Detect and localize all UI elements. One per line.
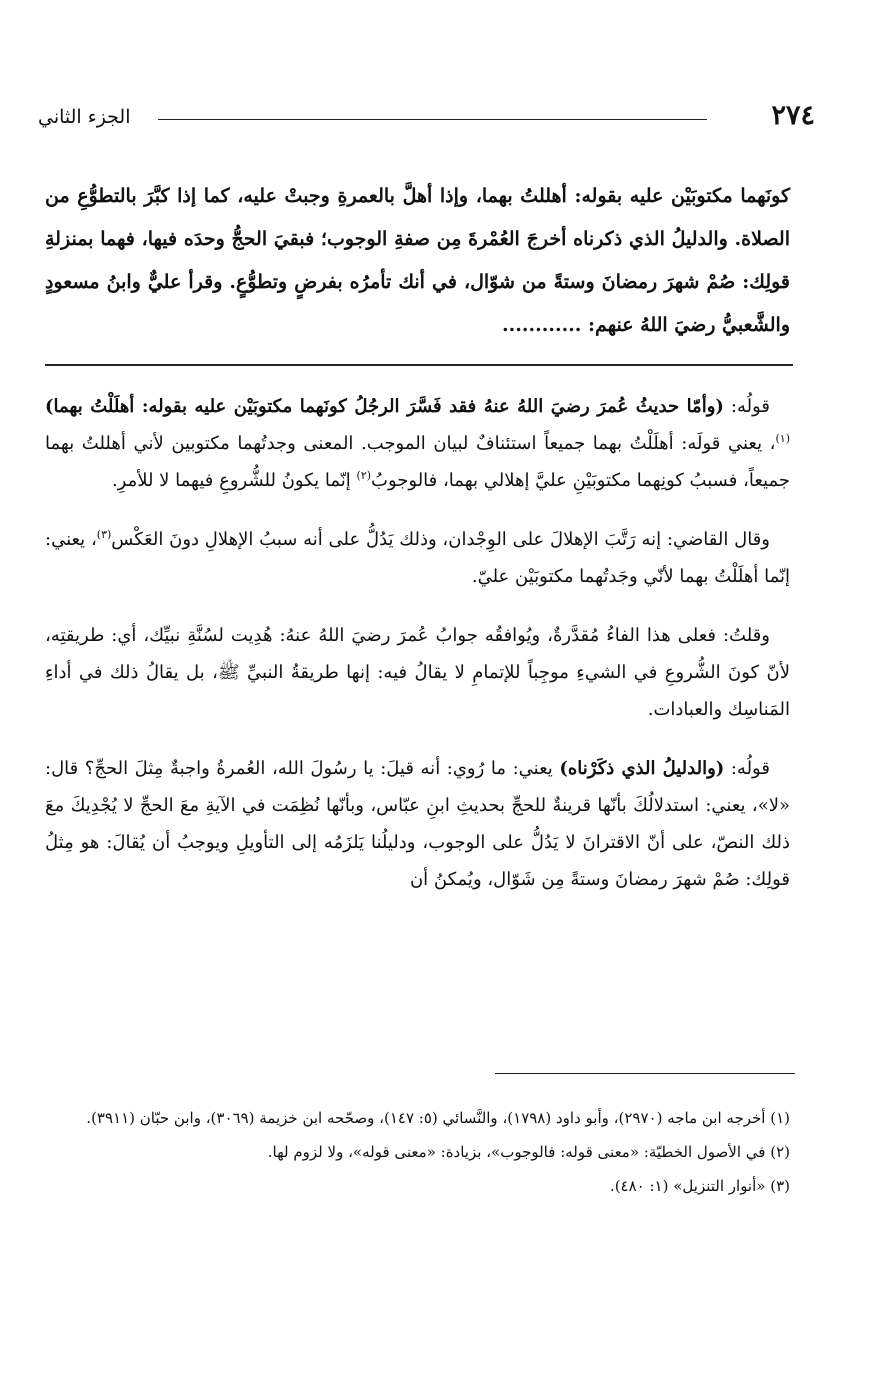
footnote: (٢) في الأصول الخطيّة: «معنى قوله: فالوجوب»، بزيادة: «معنى قوله»، ولا لزوم لها.: [267, 1143, 790, 1161]
commentary-block: [45, 388, 790, 920]
commentary-quote: (وأمّا حديثُ عُمرَ رضيَ اللهُ عنهُ فقد فَسَّرَ الرجُلُ كونَهما مكتوبَيْن عليه بقوله: أهلَلْتُ بهما): [45, 396, 724, 417]
footnotes-block: [45, 1104, 790, 1206]
footnote-divider: [495, 1073, 795, 1074]
matn-paragraph: كونَهما مكتوبَيْن عليه بقوله: أهللتُ بهما، وإذا أهلَّ بالعمرةِ وجبتْ عليه، كما إذا كبَّرَ بالتطوُّعِ من الصلاة. والدليلُ الذي ذكرناه أخرجَ العُمْرةَ مِن صفةِ الوجوب؛ فبقيَ الحجُّ وحدَه فيها، فهما بمنزلةِ قولِك: صُمْ شهرَ رمضانَ وستةً من شوّال، في أنك تأمرُه بفرضٍ وتطوُّعٍ. وقرأ عليٌّ وابنُ مسعودٍ والشَّعبيُّ رضيَ اللهُ عنهم: ............: [45, 185, 790, 336]
commentary-text: ، يعني قولَه: أهلَلْتُ بهما جميعاً استئنافٌ لبيان الموجب. المعنى وجدتُهما مكتوبين لأني أهللتُ بهما جميعاً، فسببُ كونِهما مكتوبَيْنِ عليَّ إهلالي بهما، فالوجوبُ: [45, 433, 790, 491]
footnote-marker-2: (٢): [356, 469, 372, 482]
commentary-paragraph-4: [45, 750, 790, 898]
commentary-paragraph-1: [45, 388, 790, 499]
commentary-paragraph-2: [45, 521, 790, 595]
commentary-intro: قولُه:: [730, 396, 770, 417]
commentary-text: إنّما يكونُ للشُّروعِ فيهما لا للأمرِ.: [111, 470, 357, 491]
part-title: الجزء الثاني: [38, 106, 131, 128]
page-number: ٢٧٤: [771, 100, 815, 131]
footnote-marker-3: (٣): [96, 528, 112, 541]
commentary-intro: قولُه:: [730, 758, 770, 779]
commentary-quote: (والدليلُ الذي ذكَرْناه): [559, 758, 725, 779]
commentary-paragraph-3: وقلتُ: فعلى هذا الفاءُ مُقدَّرةٌ، ويُوافقُه جوابُ عُمرَ رضيَ اللهُ عنهُ: هُدِيت لسُنَّةِ نبيِّك، أي: طريقتِه، لأنّ كونَ الشُّروعِ في الشيءِ موجِباً للإتمامِ لا يقالُ فيه: إنها طريقةُ النبيِّ ﷺ، بل يقالُ ذلك في أداءِ المَناسِك والعبادات.: [45, 625, 790, 720]
matn-text-block: [45, 175, 790, 347]
matn-sharh-divider: [45, 364, 793, 366]
header-rule: [158, 119, 707, 120]
commentary-text: وقال القاضي: إنه رَتَّبَ الإهلالَ على الوِجْدان، وذلك يَدُلُّ على أنه سببُ الإهلالِ دونَ العَكْس: [111, 529, 771, 550]
page-header: [38, 100, 815, 140]
footnote: (١) أخرجه ابن ماجه (٢٩٧٠)، وأبو داود (١٧٩٨)، والنَّسائي (٥: ١٤٧)، وصحّحه ابن خزيمة (٣٠٦٩)، وابن حبّان (٣٩١١).: [86, 1109, 790, 1127]
footnote-marker-1: (١): [775, 432, 790, 445]
commentary-text: ، يعني: إنّما أهلَلْتُ بهما لأنّي وجَدتُهما مكتوبَيْن عليّ.: [45, 529, 790, 587]
footnote: (٣) «أنوار التنزيل» (١: ٤٨٠).: [609, 1177, 790, 1195]
commentary-text: يعني: ما رُوي: أنه قيلَ: يا رسُولَ الله، العُمرةُ واجبةٌ مِثلَ الحجِّ؟ قال: «لا»، يعني: استدلالُكَ بأنّها قرينةٌ للحجِّ بحديثِ ابنِ عبّاس، وبأنّها نُظِمَت في الآيةِ معَ الحجِّ لا يُجْدِيكَ معَ ذلك النصّ، على أنّ الاقترانَ لا يَدُلُّ على الوجوب، ودليلُنا يَلزَمُه إلى التأويلِ ويوجبُ أن يُقالَ: هو مِثلُ قولِك: صُمْ شهرَ رمضانَ وستةً مِن شَوّال، ويُمكنُ أن: [45, 758, 790, 890]
